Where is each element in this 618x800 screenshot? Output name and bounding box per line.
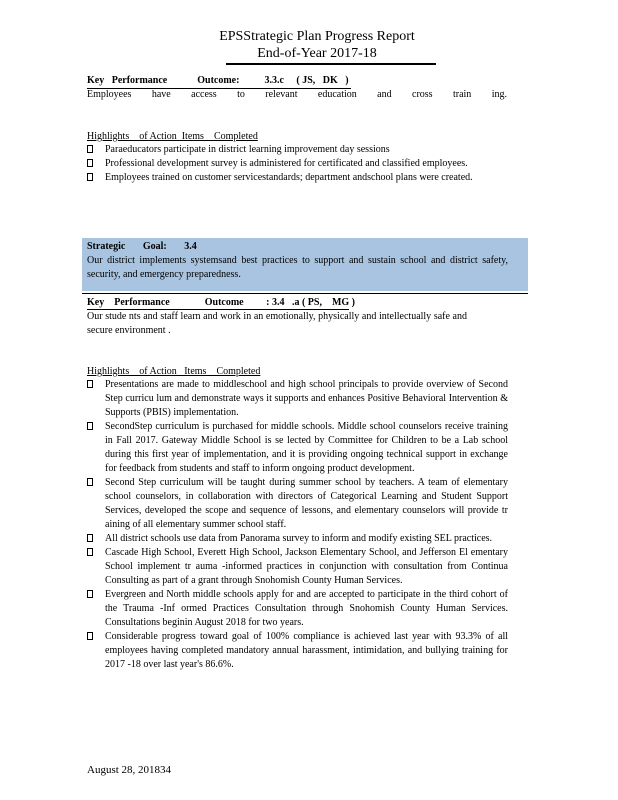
list-item: Employees trained on customer servicestandards; department andschool plans were created.	[87, 171, 507, 185]
bullet-icon	[87, 548, 93, 556]
strategic-goal-divider	[82, 293, 528, 294]
outcome-2-text: Our stude nts and staff learn and work in an emotionally, physically and intellectually safe and secure environment .	[87, 311, 467, 336]
outcome-1-text: Employees have access to relevant education and cross train ing.	[87, 89, 507, 100]
highlights-2-list	[87, 378, 508, 672]
list-item: Paraeducators participate in district learning improvement day sessions	[87, 143, 507, 157]
bullet-icon	[87, 380, 93, 388]
strategic-goal-label: Strategic Goal: 3.4	[87, 241, 197, 252]
list-item: Cascade High School, Everett High School, Jackson Elementary School, and Jefferson El ementary School implement tr auma -informed practices in conjunction with consultation from Continua Consulting as part of a grant through Snohomish County Human Services.	[87, 546, 508, 588]
outcome-2-section	[87, 296, 507, 338]
highlights-2-list-container	[87, 378, 508, 672]
highlights-1-list-container	[87, 143, 507, 185]
title-divider	[226, 63, 436, 65]
bullet-icon	[87, 478, 93, 486]
list-item: Presentations are made to middleschool and high school principals to provide overview of Second Step curricu lum and demonstrate ways it supports and enhances Positive Behavioral Intervention & Supports (PBIS) implementation.	[87, 378, 508, 420]
list-item: Second Step curriculum will be taught during summer school by teachers. A team of elementary school counselors, in collaboration with directors of Categorical Learning and Student Support Services, developed the scope and sequence of lessons, and elementary counselors will provide tr aining of all elementary summer school staff.	[87, 476, 508, 532]
bullet-icon	[87, 632, 93, 640]
outcome-2-underline	[87, 309, 349, 310]
outcome-2-label: Key Performance Outcome : 3.4 .a ( PS, MG )	[87, 297, 355, 308]
list-item: All district schools use data from Panorama survey to inform and modify existing SEL practices.	[87, 532, 508, 546]
bullet-icon	[87, 159, 93, 167]
bullet-icon	[87, 173, 93, 181]
highlights-1-list	[87, 143, 507, 185]
report-subtitle: End-of-Year 2017-18	[257, 46, 377, 61]
list-item: Considerable progress toward goal of 100% compliance is achieved last year with 93.3% of all employees having completed mandatory annual harassment, intimidation, and bullying training for 2017 -18 over last year's 86.6%.	[87, 630, 508, 672]
highlights-1-heading: Highlights of Action Items Completed	[87, 131, 258, 142]
footer-date-page: August 28, 201834	[87, 764, 172, 776]
list-item: SecondStep curriculum is purchased for middle schools. Middle school counselors receive training in Fall 2017. Gateway Middle School is se lected by Committee for Children to be a Lab school during this first year of implementation, and it is providing ongoing technical support in exchange for feedback from students and staff to inform ongoing product development.	[87, 420, 508, 476]
list-item: Professional development survey is administered for certificated and classified employees.	[87, 157, 507, 171]
outcome-1-underline	[87, 88, 351, 89]
highlights-2-heading: Highlights of Action Items Completed	[87, 366, 261, 377]
bullet-icon	[87, 145, 93, 153]
bullet-icon	[87, 534, 93, 542]
report-title: EPSStrategic Plan Progress Report	[219, 29, 415, 44]
strategic-goal-section	[87, 240, 508, 282]
outcome-1-label: Key Performance Outcome: 3.3.c ( JS, DK )	[87, 75, 349, 86]
bullet-icon	[87, 422, 93, 430]
list-item: Evergreen and North middle schools apply for and are accepted to participate in the third cohort of the Trauma -Inf ormed Practices Consultation through Snohomish County Human Services. Consultations beginin August 2018 for two years.	[87, 588, 508, 630]
bullet-icon	[87, 590, 93, 598]
strategic-goal-text: Our district implements systemsand best practices to support and sustain school and district safety, security, and emergency preparedness.	[87, 255, 508, 280]
